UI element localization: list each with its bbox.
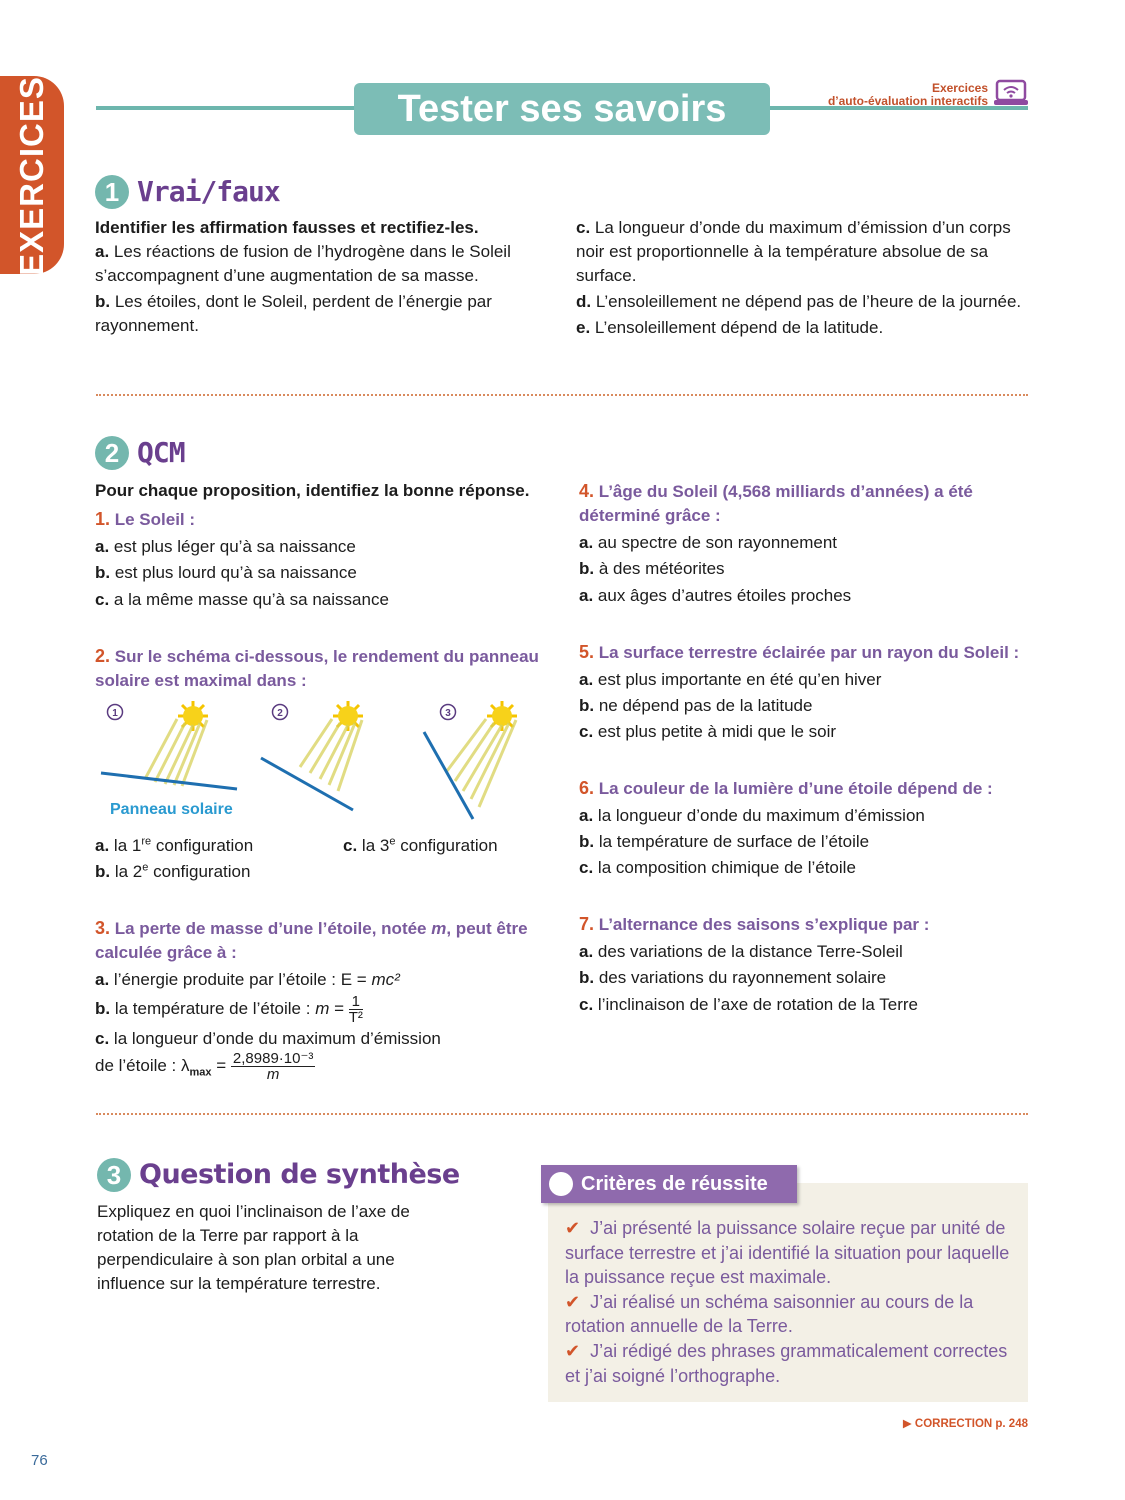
criteria-bullet-icon (549, 1172, 573, 1196)
qcm-left-column (95, 479, 545, 693)
config-2 (261, 701, 363, 810)
q1-answer-c: c. a la même masse qu’à sa naissance (95, 590, 389, 609)
check-icon: ✔ (565, 1340, 581, 1361)
interactive-label-line2: d’auto-évaluation interactifs (827, 94, 988, 108)
vf-item-c: c. La longueur d’onde du maximum d’émission d’un corps noir est proportionnelle à la température absolue de sa surface. (576, 218, 1011, 285)
vf-item-e: e. L’ensoleillement dépend de la latitude. (576, 318, 884, 337)
criterion-2: ✔ J’ai réalisé un schéma saisonnier au cours de la rotation annuelle de la Terre. (565, 1291, 974, 1337)
q5-answer-b: b. ne dépend pas de la latitude (579, 696, 813, 715)
section1-title: Vrai/faux (137, 175, 280, 208)
q5-answer-a: a. est plus importante en été qu’en hiver (579, 670, 882, 689)
header-rule-left (96, 106, 356, 110)
play-arrow-icon: ▶ (902, 1418, 915, 1430)
vf-item-b: b. Les étoiles, dont le Soleil, perdent de l’énergie par rayonnement. (95, 292, 492, 335)
config-3 (424, 701, 517, 819)
check-icon: ✔ (565, 1218, 581, 1238)
q7-answer-a: a. des variations de la distance Terre-Soleil (579, 942, 903, 961)
q1-answer-a: a. est plus léger qu’à sa naissance (95, 537, 356, 556)
q4-answer-b: b. à des météorites (579, 559, 725, 578)
q2-prompt: 2. Sur le schéma ci-dessous, le rendement du panneau solaire est maximal dans : (95, 646, 539, 690)
q3-answer-c: c. la longueur d’onde du maximum d’émission (95, 1029, 441, 1048)
q6-prompt: 6. La couleur de la lumière d’une étoile dépend de : (579, 778, 993, 798)
page-number: 76 (31, 1452, 48, 1469)
q3-prompt: 3. La perte de masse d’une l’étoile, notée m, peut être calculée grâce à : (95, 918, 528, 962)
svg-text:2: 2 (277, 708, 283, 719)
q4-answer-c: a. aux âges d’autres étoiles proches (579, 586, 852, 605)
section3-number: 3 (97, 1158, 131, 1192)
section1-right-column (576, 216, 1031, 340)
qcm-right-column (579, 479, 1029, 1017)
q2-answers-right (343, 834, 543, 858)
laptop-wifi-icon[interactable] (993, 79, 1029, 107)
q7-answer-c: c. l’inclinaison de l’axe de rotation de la Terre (579, 995, 918, 1014)
q1-answer-b: b. est plus lourd qu’à sa naissance (95, 563, 357, 582)
config-1 (101, 701, 237, 789)
solar-panel-label: Panneau solaire (110, 801, 233, 818)
section3-title: Question de synthèse (139, 1159, 460, 1190)
criteria-list (565, 1216, 1025, 1388)
divider-1 (96, 394, 1028, 396)
q2-answer-b: b. la 2e configuration (95, 861, 251, 881)
section1-number: 1 (95, 175, 129, 209)
q7-prompt: 7. L’alternance des saisons s’explique par : (579, 914, 930, 934)
svg-text:1: 1 (112, 708, 118, 719)
criteria-title: Critères de réussite (581, 1173, 768, 1195)
interactive-label-line1: Exercices (931, 81, 988, 95)
q6-answer-b: b. la température de surface de l’étoile (579, 832, 870, 851)
q7-answer-b: b. des variations du rayonnement solaire (579, 968, 887, 987)
divider-2 (96, 1113, 1028, 1115)
section1-instruction: Identifier les affirmation fausses et rectifiez-les. (95, 218, 479, 237)
section3-heading (97, 1158, 460, 1192)
q2-answer-c: c. la 3e configuration (343, 835, 498, 855)
vf-item-a: a. Les réactions de fusion de l’hydrogène dans le Soleil s’accompagnent d’une augmentation de sa masse. (95, 242, 511, 285)
criterion-3: ✔ J’ai rédigé des phrases grammaticalement correctes et j’ai soigné l’orthographe. (565, 1340, 1008, 1386)
correction-link[interactable]: ▶ CORRECTION p. 248 (902, 1418, 1028, 1430)
q3-fraction-c: $\frac{\text{2,8989·10⁻³}}{m}$ (232, 1050, 314, 1083)
q6-answer-c: c. la composition chimique de l’étoile (579, 858, 856, 877)
q3-answer-a: a. l’énergie produite par l’étoile : E = mc² (95, 970, 400, 989)
criterion-1: ✔ J’ai présenté la puissance solaire reçue par unité de surface terrestre et j’ai identifié la situation pour laquelle la puissance reçue est maximale. (565, 1218, 1010, 1288)
q4-prompt: 4. L’âge du Soleil (4,568 milliards d’années) a été déterminé grâce : (579, 481, 973, 525)
vf-item-d: d. L’ensoleillement ne dépend pas de l’heure de la journée. (576, 292, 1022, 311)
q1-prompt: 1. Le Soleil : (95, 509, 196, 529)
svg-text:3: 3 (445, 708, 451, 719)
q3-answer-b: b. la température de l’étoile : m = $\frac{1}{\text{T²}}$ (95, 993, 363, 1026)
section2-title: QCM (137, 436, 185, 469)
q3-answer-c-formula: de l’étoile : $\lambda_{max}$ = $\frac{\text{2,8989·10⁻³}}{m}$ (95, 1050, 314, 1083)
interactive-exercises-link[interactable] (828, 82, 988, 108)
q3-block (95, 916, 545, 1084)
q2-answer-a: a. la 1re configuration (95, 835, 254, 855)
section2-heading (95, 436, 185, 470)
q3-fraction-b: $\frac{1}{\text{T²}}$ (348, 993, 363, 1026)
section2-instruction: Pour chaque proposition, identifiez la bonne réponse. (95, 481, 530, 500)
synthesis-question: Expliquez en quoi l’inclinaison de l’axe de rotation de la Terre par rapport à la perpendiculaire à son plan orbital a une influence sur la température terrestre. (97, 1202, 410, 1293)
page-title: Tester ses savoirs (354, 83, 770, 135)
q2-answers-left (95, 834, 335, 884)
criteria-header (541, 1165, 797, 1203)
section2-number: 2 (95, 436, 129, 470)
q5-prompt: 5. La surface terrestre éclairée par un rayon du Soleil : (579, 642, 1020, 662)
q4-answer-a: a. au spectre de son rayonnement (579, 533, 838, 552)
check-icon: ✔ (565, 1291, 581, 1312)
section1-heading (95, 175, 280, 209)
q6-answer-a: a. la longueur d’onde du maximum d’émission (579, 806, 925, 825)
section1-left-column (95, 216, 535, 338)
exercices-tab-label: EXERCICES (13, 76, 50, 276)
q5-answer-c: c. est plus petite à midi que le soir (579, 722, 837, 741)
